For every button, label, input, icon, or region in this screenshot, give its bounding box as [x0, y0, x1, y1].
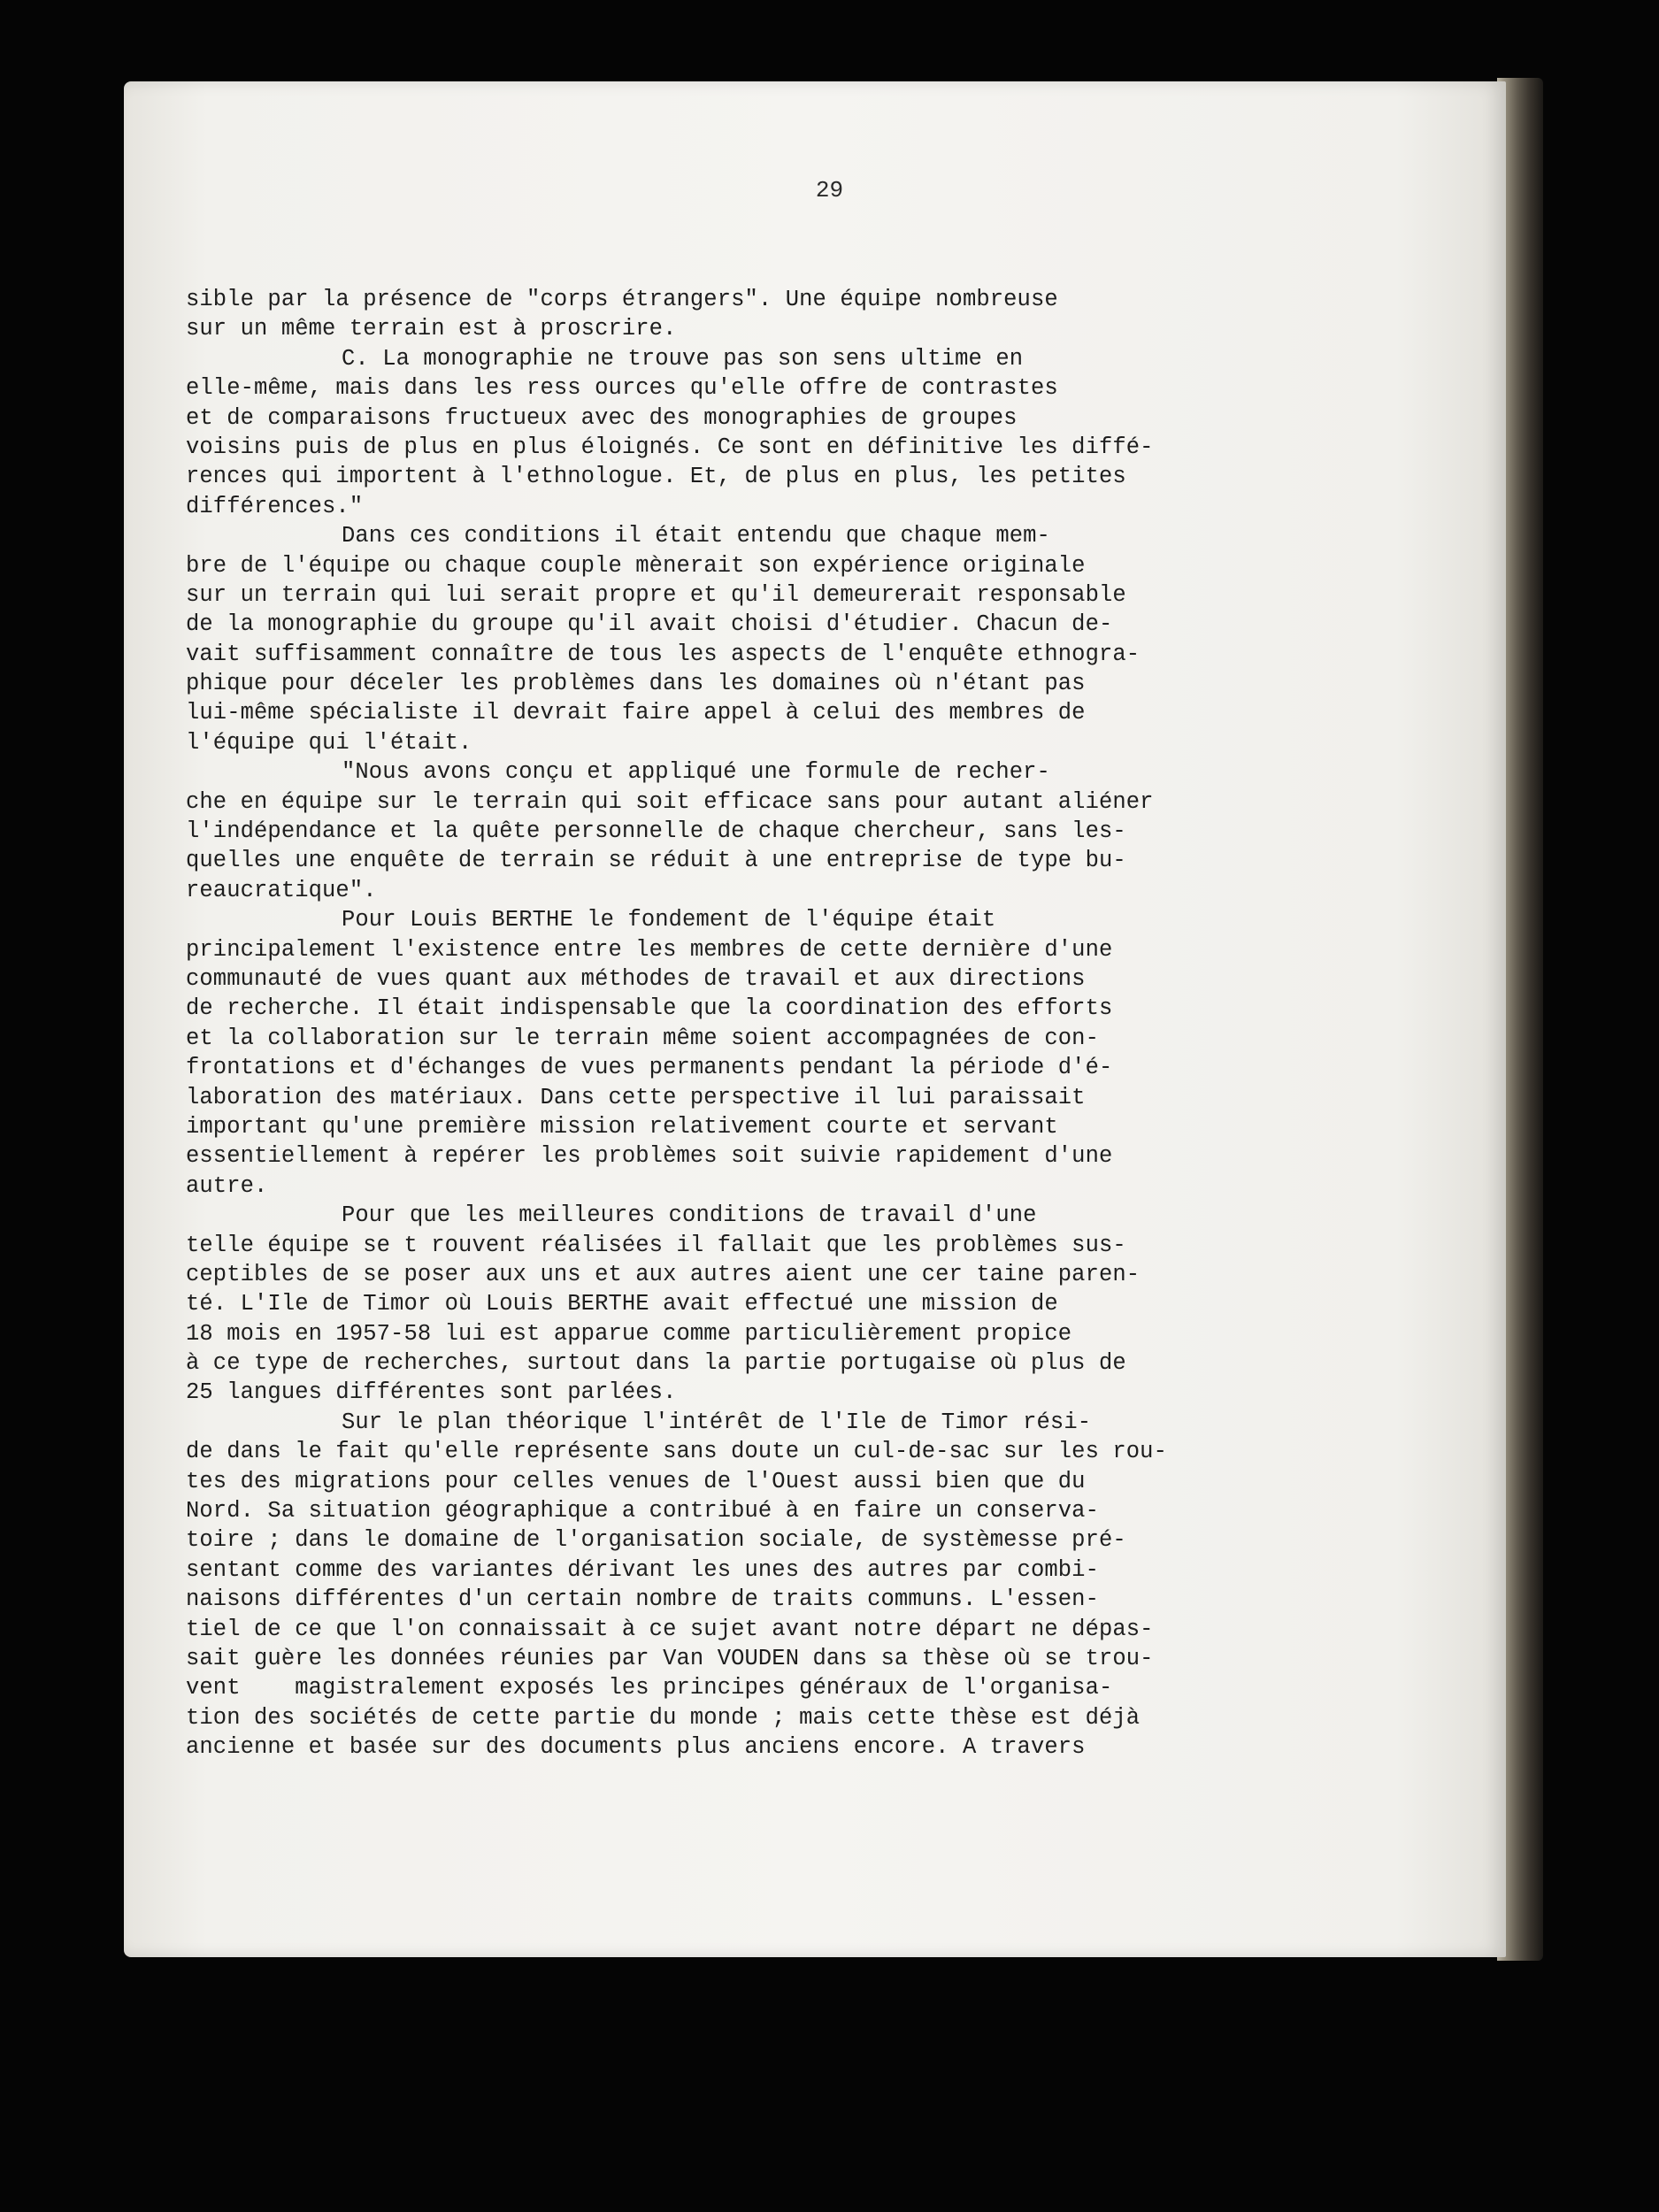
text-line: autre.: [186, 1172, 268, 1199]
text-line: de recherche. Il était indispensable que la coordination des efforts: [186, 995, 1113, 1022]
text-line: important qu'une première mission relativement courte et servant: [186, 1113, 1058, 1140]
body-text: [186, 285, 1301, 1763]
text-line: phique pour déceler les problèmes dans les domaines où n'étant pas: [186, 671, 1086, 697]
text-line: rences qui importent à l'ethnologue. Et, de plus en plus, les petites: [186, 464, 1126, 490]
text-line: "Nous avons conçu et appliqué une formule de recher-: [342, 759, 1050, 786]
text-line: ancienne et basée sur des documents plus anciens encore. A travers: [186, 1734, 1086, 1761]
text-line: sur un même terrain est à proscrire.: [186, 316, 677, 342]
text-line: vent magistralement exposés les principes généraux de l'organisa-: [186, 1675, 1113, 1701]
text-line: sait guère les données réunies par Van VOUDEN dans sa thèse où se trou-: [186, 1645, 1154, 1671]
text-line: ceptibles de se poser aux uns et aux autres aient une cer taine paren-: [186, 1261, 1141, 1287]
text-line: vait suffisamment connaître de tous les aspects de l'enquête ethnogra-: [186, 641, 1141, 667]
text-line: l'indépendance et la quête personnelle de chaque chercheur, sans les-: [186, 818, 1126, 845]
text-line: voisins puis de plus en plus éloignés. Ce sont en définitive les diffé-: [186, 434, 1154, 460]
text-line: laboration des matériaux. Dans cette perspective il lui paraissait: [186, 1084, 1086, 1110]
text-line: che en équipe sur le terrain qui soit efficace sans pour autant aliéner: [186, 788, 1154, 815]
text-line: quelles une enquête de terrain se réduit à une entreprise de type bu-: [186, 848, 1126, 874]
text-line: à ce type de recherches, surtout dans la partie portugaise où plus de: [186, 1350, 1126, 1377]
text-line: essentiellement à repérer les problèmes soit suivie rapidement d'une: [186, 1143, 1113, 1170]
text-line: et de comparaisons fructueux avec des monographies de groupes: [186, 404, 1018, 431]
text-line: naisons différentes d'un certain nombre de traits communs. L'essen-: [186, 1586, 1099, 1613]
text-line: l'équipe qui l'était.: [186, 729, 472, 756]
text-line: Sur le plan théorique l'intérêt de l'Ile de Timor rési-: [342, 1409, 1092, 1435]
page-number: 29: [815, 177, 844, 204]
text-line: Nord. Sa situation géographique a contribué à en faire un conserva-: [186, 1498, 1099, 1525]
text-line: Dans ces conditions il était entendu que chaque mem-: [342, 523, 1050, 549]
text-line: principalement l'existence entre les membres de cette dernière d'une: [186, 936, 1113, 963]
text-line: Pour Louis BERTHE le fondement de l'équipe était: [342, 907, 996, 933]
text-line: 25 langues différentes sont parlées.: [186, 1379, 677, 1406]
text-line: telle équipe se t rouvent réalisées il fallait que les problèmes sus-: [186, 1232, 1126, 1258]
text-line: frontations et d'échanges de vues permanents pendant la période d'é-: [186, 1055, 1113, 1081]
text-line: té. L'Ile de Timor où Louis BERTHE avait effectué une mission de: [186, 1291, 1058, 1317]
text-line: tiel de ce que l'on connaissait à ce sujet avant notre départ ne dépas-: [186, 1616, 1154, 1642]
text-line: sur un terrain qui lui serait propre et qu'il demeurerait responsable: [186, 581, 1126, 608]
text-line: différences.": [186, 493, 364, 519]
text-line: reaucratique".: [186, 877, 377, 903]
text-line: sentant comme des variantes dérivant les unes des autres par combi-: [186, 1556, 1099, 1583]
text-line: bre de l'équipe ou chaque couple mènerait son expérience originale: [186, 552, 1086, 579]
text-line: Pour que les meilleures conditions de travail d'une: [342, 1202, 1037, 1229]
text-line: tion des sociétés de cette partie du monde ; mais cette thèse est déjà: [186, 1704, 1141, 1731]
text-line: de la monographie du groupe qu'il avait choisi d'étudier. Chacun de-: [186, 611, 1113, 638]
text-line: et la collaboration sur le terrain même soient accompagnées de con-: [186, 1025, 1099, 1051]
text-line: lui-même spécialiste il devrait faire appel à celui des membres de: [186, 700, 1086, 726]
text-line: sible par la présence de "corps étrangers". Une équipe nombreuse: [186, 287, 1058, 312]
text-line: 18 mois en 1957-58 lui est apparue comme particulièrement propice: [186, 1320, 1072, 1347]
text-line: tes des migrations pour celles venues de l'Ouest aussi bien que du: [186, 1468, 1086, 1494]
text-line: elle-même, mais dans les ress ources qu'elle offre de contrastes: [186, 375, 1058, 402]
text-line: de dans le fait qu'elle représente sans doute un cul-de-sac sur les rou-: [186, 1439, 1167, 1465]
text-line: toire ; dans le domaine de l'organisation sociale, de systèmesse pré-: [186, 1527, 1126, 1554]
text-line: communauté de vues quant aux méthodes de travail et aux directions: [186, 965, 1086, 992]
text-line: C. La monographie ne trouve pas son sens ultime en: [342, 345, 1024, 372]
